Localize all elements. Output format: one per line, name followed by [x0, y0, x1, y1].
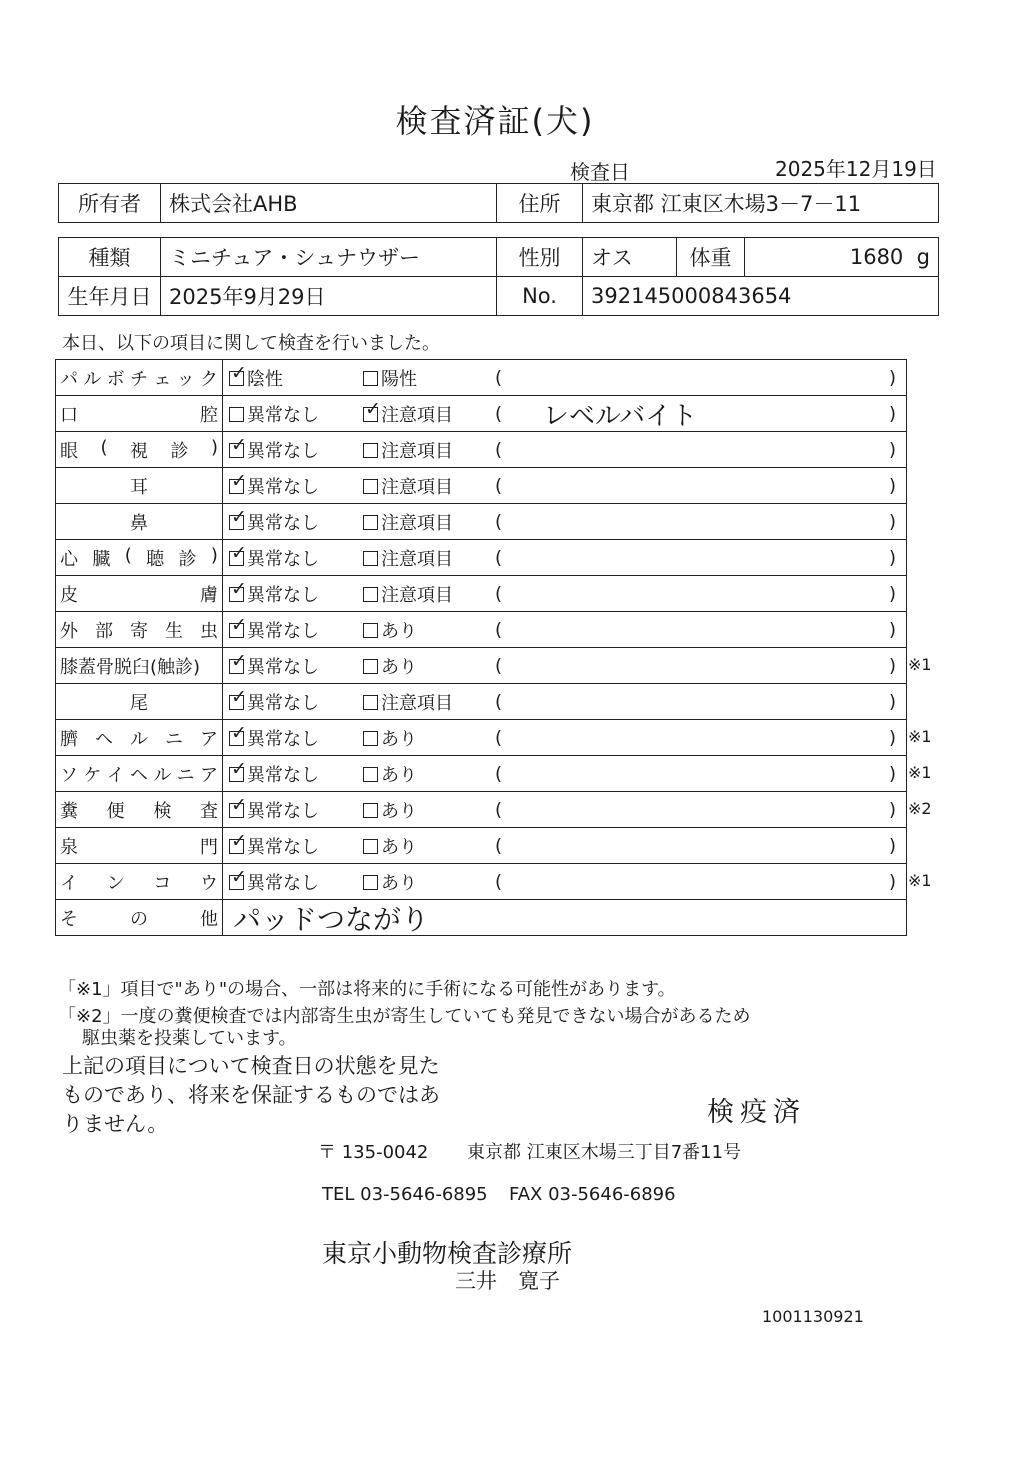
checked-box-icon[interactable]	[229, 551, 244, 566]
checked-box-icon[interactable]	[229, 371, 244, 386]
paren-open: (	[495, 511, 503, 532]
exam-table	[55, 359, 907, 936]
exam-item-text: 尾	[130, 692, 148, 714]
document-number: 1001130921	[762, 1307, 864, 1326]
paren-close: )	[888, 655, 896, 676]
checked-box-icon[interactable]	[229, 623, 244, 638]
weight-unit: g	[916, 245, 930, 269]
paren-open: (	[495, 403, 503, 424]
reference-mark: ※1	[908, 727, 932, 746]
option-label: 異常なし	[247, 764, 319, 786]
checkbox-icon[interactable]	[363, 515, 378, 530]
option-normal	[229, 365, 283, 391]
exam-item-text: 口 腔	[60, 404, 218, 426]
breed-label: 種類	[59, 238, 161, 277]
exam-options	[223, 792, 907, 828]
exam-item-label	[56, 684, 223, 720]
exam-options	[223, 720, 907, 756]
exam-row	[56, 828, 907, 864]
exam-item-text: イ ン コ ウ	[60, 872, 218, 894]
exam-row	[56, 360, 907, 396]
option-label: 注意項目	[381, 512, 453, 534]
option-abnormal	[363, 581, 453, 607]
checked-box-icon[interactable]	[229, 659, 244, 674]
exam-row	[56, 576, 907, 612]
exam-row	[56, 468, 907, 504]
option-label: 注意項目	[381, 476, 453, 498]
checked-box-icon[interactable]	[229, 731, 244, 746]
owner-value: 株式会社AHB	[161, 184, 497, 223]
exam-row	[56, 648, 907, 684]
exam-date-label: 検査日	[570, 160, 630, 184]
no-label: No.	[497, 277, 583, 316]
clinic-postal: 〒 135-0042	[318, 1142, 429, 1163]
paren-close: )	[888, 763, 896, 784]
exam-row	[56, 432, 907, 468]
paren-close: )	[888, 475, 896, 496]
exam-item-label	[56, 576, 223, 612]
paren-open: (	[495, 799, 503, 820]
exam-item-label	[56, 900, 223, 936]
exam-item-label	[56, 648, 223, 684]
option-abnormal	[363, 797, 417, 823]
owner-label: 所有者	[59, 184, 161, 223]
option-label: あり	[381, 656, 417, 678]
option-normal	[229, 689, 319, 715]
option-abnormal	[363, 617, 417, 643]
option-normal	[229, 725, 319, 751]
exam-item-label	[56, 432, 223, 468]
option-abnormal	[363, 833, 417, 859]
exam-item-label	[56, 468, 223, 504]
checkbox-icon[interactable]	[363, 695, 378, 710]
disclaimer: 上記の項目について検査日の状態を見たものであり、将来を保証するものではありません。	[62, 1054, 440, 1136]
option-label: 陽性	[381, 368, 417, 390]
clinic-address: 東京都 江東区木場三丁目7番11号	[467, 1142, 742, 1163]
option-label: あり	[381, 728, 417, 750]
option-normal	[229, 761, 319, 787]
option-label: 異常なし	[247, 512, 319, 534]
exam-item-text: 眼 ( 視 診 )	[60, 436, 218, 462]
paren-close: )	[888, 871, 896, 892]
option-label: 異常なし	[247, 548, 319, 570]
exam-options	[223, 756, 907, 792]
exam-item-label	[56, 540, 223, 576]
checkbox-icon[interactable]	[363, 551, 378, 566]
paren-open: (	[495, 583, 503, 604]
exam-options	[223, 684, 907, 720]
reference-mark: ※2	[908, 799, 932, 818]
page-title: 検査済証(犬)	[395, 102, 595, 140]
paren-close: )	[888, 727, 896, 748]
checkbox-icon[interactable]	[363, 371, 378, 386]
option-normal	[229, 833, 319, 859]
option-label: 異常なし	[247, 404, 319, 426]
exam-options	[223, 504, 907, 540]
exam-item-text: そ の 他	[60, 908, 218, 930]
handwritten-note: レベルバイト	[543, 401, 698, 431]
exam-row-other	[56, 900, 907, 936]
paren-open: (	[495, 475, 503, 496]
exam-row	[56, 756, 907, 792]
exam-item-text: 外 部 寄 生 虫	[60, 620, 218, 642]
checkbox-icon[interactable]	[363, 767, 378, 782]
exam-item-label	[56, 360, 223, 396]
option-abnormal	[363, 437, 453, 463]
checkbox-icon[interactable]	[363, 443, 378, 458]
paren-open: (	[495, 547, 503, 568]
reference-mark: ※1	[908, 655, 932, 674]
footnote-1: 「※1」項目で"あり"の場合、一部は将来的に手術になる可能性があります。	[58, 979, 676, 1000]
exam-item-text: 耳	[130, 476, 148, 498]
dob-label: 生年月日	[59, 277, 161, 316]
exam-item-text: 膝蓋骨脱臼(触診)	[60, 656, 201, 678]
option-label: 異常なし	[247, 800, 319, 822]
checked-box-icon[interactable]	[229, 515, 244, 530]
option-normal	[229, 581, 319, 607]
option-label: 異常なし	[247, 872, 319, 894]
option-normal	[229, 509, 319, 535]
option-abnormal	[363, 725, 417, 751]
paren-open: (	[495, 367, 503, 388]
checked-box-icon[interactable]	[229, 875, 244, 890]
exam-item-label	[56, 864, 223, 900]
option-normal	[229, 797, 319, 823]
option-label: あり	[381, 764, 417, 786]
checked-box-icon[interactable]	[229, 587, 244, 602]
clinic-name: 東京小動物検査診療所	[322, 1239, 573, 1268]
sex-label: 性別	[497, 238, 583, 277]
exam-row	[56, 720, 907, 756]
clinic-tel: TEL 03-5646-6895	[322, 1184, 488, 1205]
exam-row	[56, 612, 907, 648]
checkbox-icon[interactable]	[363, 875, 378, 890]
option-label: 注意項目	[381, 692, 453, 714]
exam-item-text: ソ ケ イ ヘ ル ニ ア	[60, 764, 218, 786]
footnote-2-cont: 駆虫薬を投薬しています。	[82, 1028, 297, 1049]
paren-close: )	[888, 403, 896, 424]
checked-box-icon[interactable]	[229, 803, 244, 818]
option-label: 異常なし	[247, 836, 319, 858]
checkbox-icon[interactable]	[363, 731, 378, 746]
option-abnormal	[363, 365, 417, 391]
option-normal	[229, 869, 319, 895]
breed-value: ミニチュア・シュナウザー	[161, 238, 497, 277]
checked-box-icon[interactable]	[229, 695, 244, 710]
checkbox-icon[interactable]	[363, 803, 378, 818]
owner-table	[58, 183, 939, 223]
option-abnormal	[363, 653, 417, 679]
exam-row	[56, 792, 907, 828]
checked-box-icon[interactable]	[229, 839, 244, 854]
option-label: あり	[381, 872, 417, 894]
exam-row	[56, 684, 907, 720]
footnote-2: 「※2」一度の糞便検査では内部寄生虫が寄生していても発見できない場合があるため	[58, 1006, 751, 1027]
option-label: あり	[381, 620, 417, 642]
option-label: 異常なし	[247, 440, 319, 462]
paren-open: (	[495, 871, 503, 892]
exam-item-label	[56, 396, 223, 432]
exam-options	[223, 396, 907, 432]
paren-close: )	[888, 835, 896, 856]
option-label: 注意項目	[381, 548, 453, 570]
other-content	[223, 900, 907, 936]
sex-value: オス	[583, 238, 677, 277]
paren-open: (	[495, 439, 503, 460]
option-label: 注意項目	[381, 404, 453, 426]
option-label: 異常なし	[247, 584, 319, 606]
exam-options	[223, 432, 907, 468]
option-label: 異常なし	[247, 620, 319, 642]
exam-options	[223, 360, 907, 396]
paren-open: (	[495, 763, 503, 784]
reference-mark: ※1	[908, 871, 932, 890]
address-value: 東京都 江東区木場3－7－11	[583, 184, 939, 223]
option-abnormal	[363, 509, 453, 535]
option-label: 異常なし	[247, 728, 319, 750]
option-normal	[229, 437, 319, 463]
exam-options	[223, 828, 907, 864]
option-normal	[229, 545, 319, 571]
weight-field	[745, 238, 939, 277]
option-label: 注意項目	[381, 584, 453, 606]
clinic-fax: FAX 03-5646-6896	[509, 1184, 676, 1205]
exam-row	[56, 540, 907, 576]
exam-options	[223, 612, 907, 648]
option-label: 異常なし	[247, 656, 319, 678]
exam-options	[223, 576, 907, 612]
option-abnormal	[363, 473, 453, 499]
option-normal	[229, 617, 319, 643]
exam-item-text: 泉 門	[60, 836, 218, 858]
checkbox-icon[interactable]	[363, 587, 378, 602]
exam-item-text: 鼻	[130, 512, 148, 534]
checked-box-icon[interactable]	[229, 479, 244, 494]
exam-item-text: 心 臓 ( 聴 診 )	[60, 544, 218, 570]
checked-box-icon[interactable]	[363, 407, 378, 422]
exam-options	[223, 468, 907, 504]
paren-open: (	[495, 727, 503, 748]
checkbox-icon[interactable]	[363, 623, 378, 638]
option-normal	[229, 473, 319, 499]
intro-text: 本日、以下の項目に関して検査を行いました。	[62, 333, 440, 354]
exam-item-label	[56, 720, 223, 756]
no-value: 392145000843654	[583, 277, 939, 316]
exam-item-label	[56, 828, 223, 864]
weight-label: 体重	[677, 238, 745, 277]
option-label: 陰性	[247, 368, 283, 390]
exam-item-text: 臍 ヘ ル ニ ア	[60, 728, 218, 750]
option-abnormal	[363, 761, 417, 787]
exam-date-value: 2025年12月19日	[775, 157, 937, 181]
exam-item-label	[56, 792, 223, 828]
exam-options	[223, 540, 907, 576]
paren-close: )	[888, 547, 896, 568]
paren-close: )	[888, 439, 896, 460]
option-normal	[229, 401, 319, 427]
option-abnormal	[363, 869, 417, 895]
exam-item-text: パ ル ボ チ ェ ッ ク	[60, 368, 218, 390]
exam-item-label	[56, 756, 223, 792]
option-label: 異常なし	[247, 692, 319, 714]
paren-close: )	[888, 691, 896, 712]
exam-item-text: 糞 便 検 査	[60, 800, 218, 822]
option-label: あり	[381, 800, 417, 822]
exam-item-label	[56, 504, 223, 540]
exam-item-label	[56, 612, 223, 648]
paren-close: )	[888, 583, 896, 604]
paren-open: (	[495, 835, 503, 856]
weight-value: 1680	[849, 245, 904, 269]
clinic-person: 三井 寛子	[455, 1269, 560, 1293]
animal-table	[58, 237, 939, 316]
paren-close: )	[888, 619, 896, 640]
checkbox-icon[interactable]	[363, 479, 378, 494]
paren-close: )	[888, 799, 896, 820]
exam-row	[56, 396, 907, 432]
exam-options	[223, 648, 907, 684]
option-abnormal	[363, 401, 453, 427]
checked-box-icon[interactable]	[229, 443, 244, 458]
exam-item-text: 皮 膚	[60, 584, 218, 606]
checkbox-icon[interactable]	[363, 659, 378, 674]
paren-open: (	[495, 691, 503, 712]
handwritten-note: パッドつながり	[233, 902, 430, 936]
checkbox-icon[interactable]	[229, 407, 244, 422]
address-label: 住所	[497, 184, 583, 223]
checkbox-icon[interactable]	[363, 839, 378, 854]
option-abnormal	[363, 545, 453, 571]
paren-close: )	[888, 367, 896, 388]
option-normal	[229, 653, 319, 679]
paren-close: )	[888, 511, 896, 532]
option-abnormal	[363, 689, 453, 715]
exam-row	[56, 504, 907, 540]
paren-open: (	[495, 619, 503, 640]
option-label: 注意項目	[381, 440, 453, 462]
checked-box-icon[interactable]	[229, 767, 244, 782]
paren-open: (	[495, 655, 503, 676]
option-label: 異常なし	[247, 476, 319, 498]
exam-row	[56, 864, 907, 900]
dob-value: 2025年9月29日	[161, 277, 497, 316]
exam-options	[223, 864, 907, 900]
quarantine-stamp: 検疫済	[707, 1097, 806, 1128]
option-label: あり	[381, 836, 417, 858]
reference-mark: ※1	[908, 763, 932, 782]
